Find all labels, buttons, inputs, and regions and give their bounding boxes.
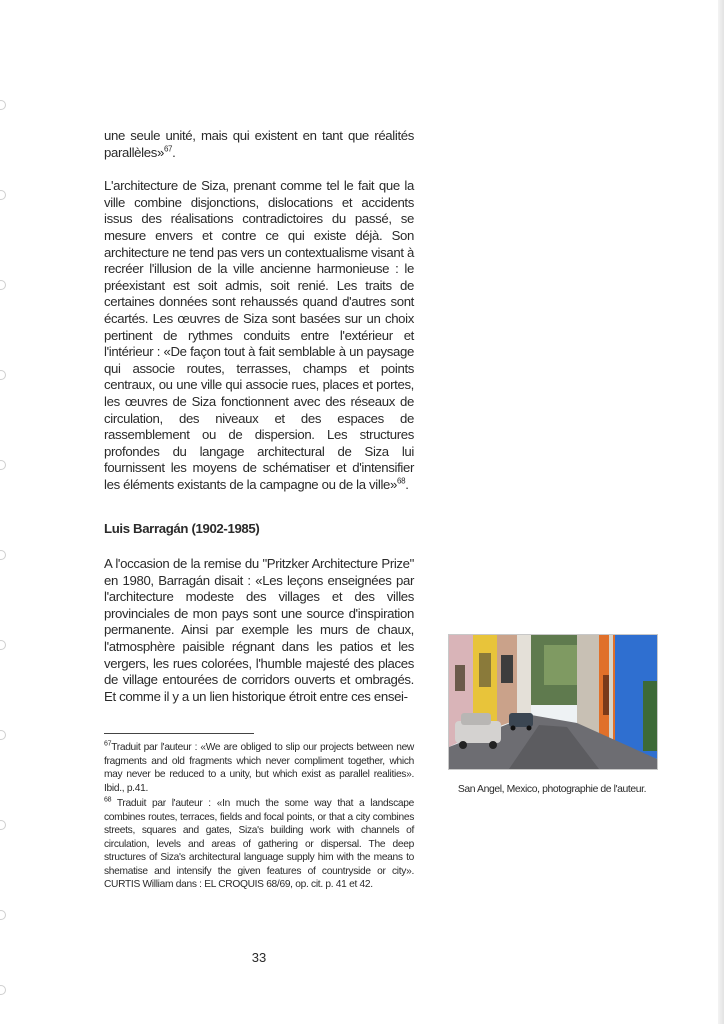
footnote-67: $^{67}$Traduit par l'auteur : «We are obliged to slip our projects between new fragments and old fragments which never compliment together, which may never be reduced to a unity, but which exist as parallel realities». Ibid., p.41. <box>104 740 414 794</box>
footnote-divider <box>104 733 254 734</box>
main-text-column <box>104 128 414 705</box>
barragan-paragraph: A l'occasion de la remise du "Pritzker Architecture Prize" en 1980, Barragán disait : «Les leçons enseignées par l'architecture modeste des villages et des villes provinciales de mon pays sont une source d'inspiration permanente. Ainsi par exemple les murs de chaux, l'atmosphère paisible régnant dans les patios et les vergers, les rues colorées, l'humble majesté des places de village entourées de corridors ouverts et ombragés. Et comme il y a un lien historique étroit entre ces ensei- <box>104 556 414 704</box>
page-edge <box>718 0 724 1024</box>
siza-paragraph: L'architecture de Siza, prenant comme tel le fait que la ville combine disjonctions, dislocations et accidents issus des réalisations contradictoires du passé, se mesure envers et contre ce qui existe déjà. Son architecture ne tend pas vers un contextualisme visant à recréer l'illusion de la ville ancienne harmonieuse : le préexistant est soit admis, soit renié. Les traits de certaines données sont rehaussés quand d'autres sont écartés. Les œuvres de Siza sont basées sur un choix pertinent de rythmes conduits entre l'extérieur et l'intérieur : «De façon tout à fait semblable à un paysage qui associe routes, terrasses, champs et points centraux, ou une ville qui associe rues, places et portes, les œuvres de Siza fonctionnent avec des réseaux de circulation, des niveaux et des espaces de rassemblement ou de dispersion. Les structures profondes du langage architectural de Siza lui fournissent les moyens de schématiser et d'intensifier les éléments existants de la campagne ou de la ville»$^{68}$. <box>104 178 414 492</box>
footnote-ref-67[interactable]: 67 <box>163 144 173 154</box>
footnote-ref-68[interactable]: 68 <box>397 476 406 486</box>
page-number: 33 <box>251 950 267 965</box>
footnote-68: $^{68}$ Traduit par l'auteur : «In much the some way that a landscape combines routes, terraces, fields and focal points, or that a city combines streets, squares and gates, Siza's building work with channels of circulation, levels and areas of gathering or dispersal. The deep structures of Siza's architectural language supply him with the means to shematise and intensify the given features of countryside or city». CURTIS William dans : EL CROQUIS 68/69, op. cit. p. 41 et 42. <box>104 796 414 890</box>
continuation-paragraph: une seule unité, mais qui existent en tant que réalités parallèles»$^{67}$. <box>104 128 414 160</box>
photo-caption: San Angel, Mexico, photographie de l'auteur. <box>457 784 647 795</box>
binding-holes <box>0 0 8 1024</box>
section-heading: Luis Barragán (1902-1985) <box>104 521 260 537</box>
street-photo <box>448 634 658 770</box>
footnotes <box>104 741 414 894</box>
